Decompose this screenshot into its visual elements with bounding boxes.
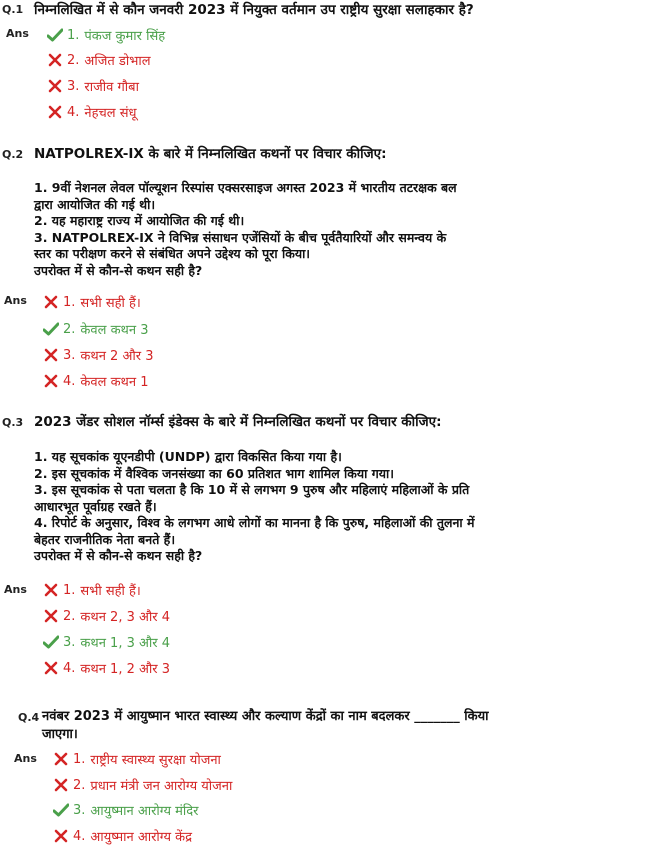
check-icon — [42, 321, 60, 337]
answer-label: Ans — [4, 583, 27, 596]
option-number: 1. — [63, 294, 76, 310]
statement-line: उपरोक्त में से कौन-से कथन सही है? — [34, 262, 203, 278]
option-number: 1. — [67, 27, 80, 43]
option-number: 3. — [63, 634, 76, 650]
option-wrong[interactable] — [46, 77, 139, 95]
option-number: 1. — [63, 582, 76, 598]
question-number: Q.3 — [2, 416, 24, 429]
answer-label: Ans — [14, 752, 37, 765]
statement-line: 1. 9वीं नेशनल लेवल पॉल्यूशन रिस्पांस एक्सरसाइज अगस्त 2023 में भारतीय तटरक्षक बल — [34, 180, 457, 195]
answer-label: Ans — [4, 294, 27, 307]
option-number: 4. — [67, 104, 80, 120]
cross-icon — [46, 52, 64, 68]
statement-line: उपरोक्त में से कौन-से कथन सही है? — [34, 548, 203, 563]
option-text: राष्ट्रीय स्वास्थ्य सुरक्षा योजना — [90, 753, 221, 768]
question-text: निम्नलिखित में से कौन जनवरी 2023 में नियुक्त वर्तमान उप राष्ट्रीय सुरक्षा सलाहकार है? — [34, 2, 474, 18]
question-text-line: जाएगा। — [42, 727, 78, 742]
option-wrong[interactable] — [46, 103, 137, 121]
option-number: 2. — [63, 608, 76, 624]
option-text: अजित डोभाल — [84, 54, 151, 69]
option-wrong[interactable] — [42, 372, 148, 390]
statement-line: 2. इस सूचकांक में वैश्विक जनसंख्या का 60 प्रतिशत भाग शामिल किया गया। — [34, 465, 394, 481]
cross-icon — [42, 582, 60, 598]
statement-line: 3. इस सूचकांक से पता चलता है कि 10 में से लगभग 9 पुरुष और महिलाएं महिलाओं के प्रति — [34, 482, 470, 497]
statement-line: 3. NATPOLREX-IX ने विभिन्न संसाधन एजेंसियों के बीच पूर्वतैयारियों और समन्वय के — [34, 229, 447, 245]
cross-icon — [46, 104, 64, 120]
option-wrong[interactable] — [42, 346, 153, 364]
statement-line: बेहतर राजनीतिक नेता बनते हैं। — [34, 531, 176, 547]
option-correct[interactable] — [42, 633, 170, 651]
option-text: केवल कथन 1 — [80, 375, 149, 390]
option-text: प्रधान मंत्री जन आरोग्य योजना — [90, 779, 233, 794]
option-wrong[interactable] — [42, 581, 141, 599]
cross-icon — [46, 78, 64, 94]
statement-line: 4. रिपोर्ट के अनुसार, विश्व के लगभग आधे लोगों का मानना है कि पुरुष, महिलाओं की तुलना में — [34, 515, 475, 530]
statement-line: आधारभूत पूर्वाग्रह रखते हैं। — [34, 498, 157, 514]
option-text: नेहचल संधू — [84, 106, 137, 121]
cross-icon — [42, 608, 60, 624]
question-number: Q.1 — [2, 3, 24, 16]
option-number: 4. — [63, 660, 76, 676]
option-wrong[interactable] — [46, 51, 151, 69]
option-wrong[interactable] — [42, 659, 170, 677]
statement-line: स्तर का परीक्षण करने से संबंधित अपने उद्देश्य को पूरा किया। — [34, 246, 311, 261]
statement-line: 2. यह महाराष्ट्र राज्य में आयोजित की गई थी। — [34, 213, 245, 228]
statement-line: 1. यह सूचकांक यूएनडीपी (UNDP) द्वारा विकसित किया गया है। — [34, 449, 342, 464]
option-wrong[interactable] — [52, 776, 232, 794]
option-text: पंकज कुमार सिंह — [84, 29, 166, 44]
option-text: कथन 2 और 3 — [80, 349, 154, 364]
option-number: 1. — [73, 751, 86, 767]
cross-icon — [42, 373, 60, 389]
option-number: 3. — [63, 347, 76, 363]
option-correct[interactable] — [52, 801, 199, 819]
option-text: कथन 1, 2 और 3 — [80, 662, 171, 677]
option-text: आयुष्मान आरोग्य मंदिर — [90, 804, 199, 819]
option-number: 2. — [73, 777, 86, 793]
statements — [34, 449, 475, 565]
option-wrong[interactable] — [42, 293, 141, 311]
cross-icon — [52, 777, 70, 793]
check-icon — [52, 802, 70, 818]
question-text — [42, 708, 489, 744]
option-number: 4. — [63, 373, 76, 389]
option-number: 3. — [67, 78, 80, 94]
option-wrong[interactable] — [42, 607, 170, 625]
statement-line: द्वारा आयोजित की गई थी। — [34, 196, 156, 212]
option-wrong[interactable] — [52, 750, 221, 768]
cross-icon — [52, 751, 70, 767]
option-number: 2. — [67, 52, 80, 68]
option-correct[interactable] — [46, 26, 165, 44]
option-text: केवल कथन 3 — [80, 323, 149, 338]
cross-icon — [42, 347, 60, 363]
option-number: 2. — [63, 321, 76, 337]
cross-icon — [42, 294, 60, 310]
question-number: Q.2 — [2, 148, 24, 161]
statements — [34, 180, 457, 279]
option-correct[interactable] — [42, 320, 148, 338]
question-text-line: नवंबर 2023 में आयुष्मान भारत स्वास्थ्य और कल्याण केंद्रों का नाम बदलकर _______ किया — [42, 709, 489, 724]
option-text: कथन 2, 3 और 4 — [80, 610, 171, 625]
cross-icon — [52, 828, 70, 844]
option-text: आयुष्मान आरोग्य केंद्र — [90, 830, 193, 845]
option-text: सभी सही हैं। — [80, 296, 141, 311]
check-icon — [46, 27, 64, 43]
option-text: कथन 1, 3 और 4 — [80, 636, 171, 651]
option-text: राजीव गौबा — [84, 80, 139, 95]
option-text: सभी सही हैं। — [80, 584, 141, 599]
option-number: 4. — [73, 828, 86, 844]
cross-icon — [42, 660, 60, 676]
option-number: 3. — [73, 802, 86, 818]
question-text: 2023 जेंडर सोशल नॉर्म्स इंडेक्स के बारे में निम्नलिखित कथनों पर विचार कीजिए: — [34, 414, 442, 430]
question-text: NATPOLREX-IX के बारे में निम्नलिखित कथनों पर विचार कीजिए: — [34, 146, 387, 162]
question-number: Q.4 — [18, 711, 40, 724]
option-wrong[interactable] — [52, 827, 192, 845]
check-icon — [42, 634, 60, 650]
answer-label: Ans — [6, 27, 29, 40]
